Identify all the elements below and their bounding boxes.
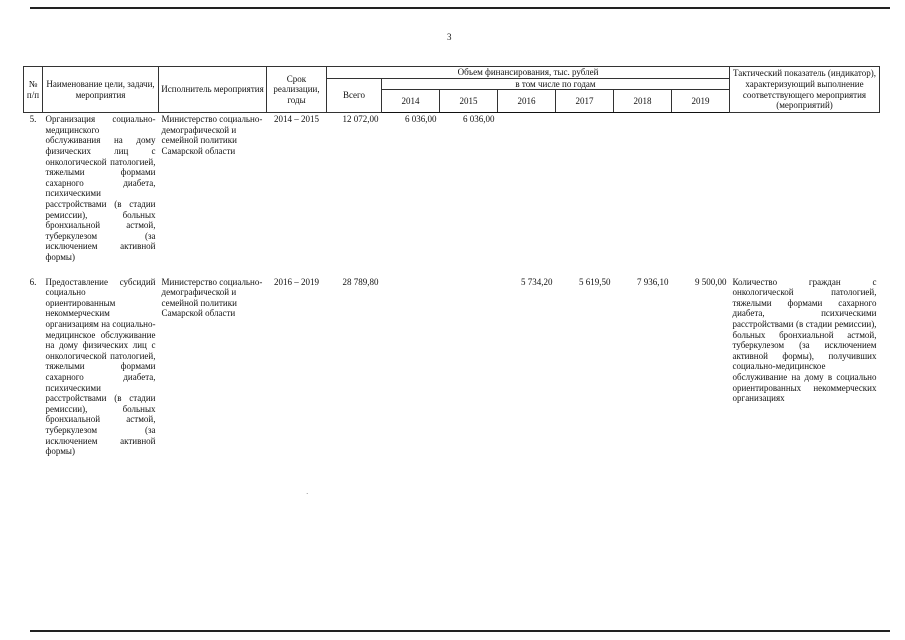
row-2019 (672, 113, 730, 276)
row-number: 5. (29, 114, 37, 125)
scan-speck: · (306, 490, 309, 498)
row-total: 28 789,80 (342, 276, 379, 287)
row-name: Предоставление субсидий социально ориентированным некоммерческим организациям на социально-медицинское обслуживание на дому физических лиц с онкологической патологией, тяжелыми формами сахарного диабета, психическими расстройствами (в стадии ремиссии), больных бронхиальной астмой, туберкулезом (за исключением активной формы) (45, 276, 156, 457)
header-name: Наименование цели, задачи, мероприятия (43, 67, 159, 113)
header-year-2018: 2018 (614, 90, 672, 113)
header-indicator: Тактический показатель (индикатор), характеризующий выполнение соответствующего мероприятия (мероприятий) (730, 67, 880, 113)
row-term: 2016 – 2019 (274, 276, 319, 287)
row-2016: 5 734,20 (521, 276, 553, 287)
header-by-years: в том числе по годам (382, 78, 730, 90)
header-year-2014: 2014 (382, 90, 440, 113)
row-2017: 5 619,50 (579, 276, 611, 287)
row-executor: Министерство социально-демографической и семейной политики Самарской области (161, 276, 263, 319)
header-year-2017: 2017 (556, 90, 614, 113)
row-indicator: Количество граждан с онкологической патологией, тяжелыми формами сахарного диабета, психическими расстройствами (в стадии ремиссии), больных бронхиальной астмой, туберкулезом (за исключением активной формы), получивших социально-медицинское обслуживание на дому в социально ориентированных некоммерческих организациях (732, 276, 877, 404)
row-total: 12 072,00 (342, 114, 379, 125)
row-number: 6. (29, 276, 37, 287)
table-row (24, 276, 880, 458)
row-2015: 6 036,00 (463, 114, 495, 125)
row-2014 (382, 276, 440, 458)
row-2019: 9 500,00 (695, 276, 727, 287)
row-2018: 7 936,10 (637, 276, 669, 287)
row-name: Организация социально-медицинского обслуживания на дому физических лиц с онкологической патологией, тяжелыми формами сахарного диабета, психическими расстройствами (в стадии ремиссии), больных бронхиальной астмой, туберкулезом (за исключением активной формы) (45, 114, 156, 262)
row-2017 (556, 113, 614, 276)
header-executor: Исполнитель мероприятия (159, 67, 267, 113)
header-year-2019: 2019 (672, 90, 730, 113)
program-table (23, 66, 880, 458)
row-indicator (730, 113, 880, 276)
header-year-2015: 2015 (440, 90, 498, 113)
table-header (24, 67, 880, 113)
header-total: Всего (327, 78, 382, 113)
row-2018 (614, 113, 672, 276)
top-rule (30, 7, 890, 9)
page-number: 3 (447, 32, 452, 42)
row-2015 (440, 276, 498, 458)
row-2016 (498, 113, 556, 276)
row-term: 2014 – 2015 (274, 114, 319, 125)
header-year-2016: 2016 (498, 90, 556, 113)
row-executor: Министерство социально-демографической и семейной политики Самарской области (161, 114, 263, 156)
header-number: № п/п (24, 67, 43, 113)
header-funding: Объем финансирования, тыс. рублей (327, 67, 730, 79)
row-2014: 6 036,00 (405, 114, 437, 125)
table-row (24, 113, 880, 276)
header-term: Срок реализации, годы (267, 67, 327, 113)
bottom-rule (30, 630, 890, 632)
